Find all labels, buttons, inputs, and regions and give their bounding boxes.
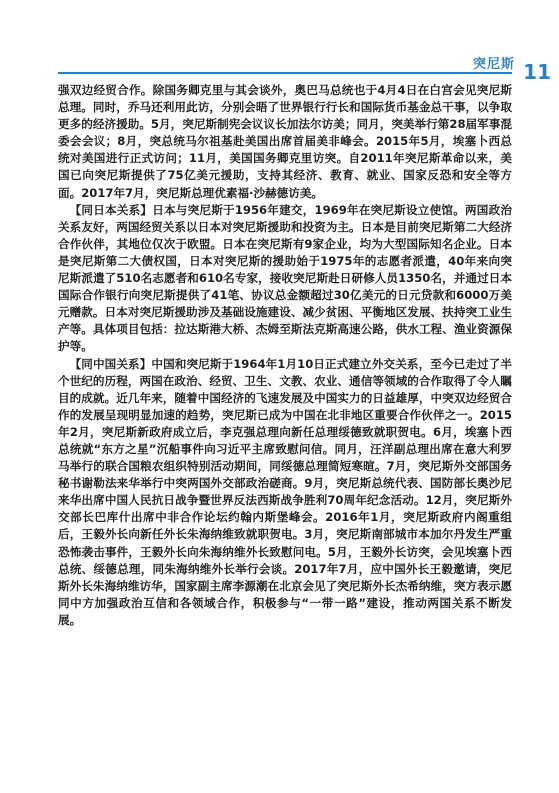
body-text [58, 82, 512, 629]
header-divider [58, 72, 512, 74]
paragraph-japan-relations: 【同日本关系】日本与突尼斯于1956年建交，1969年在突尼斯设立使馆。两国政治关系友好，两国经贸关系以日本对突尼斯援助和投资为主。日本是目前突尼斯第二大经济合作伙伴，其地位仅次于欧盟。日本在突尼斯有9家企业，均为大型国际知名企业。日本是突尼斯第二大债权国，日本对突尼斯的援助始于1975年的志愿者派遣，40年来向突尼斯派遣了510名志愿者和610名专家，接收突尼斯赴日研修人员1350名，并通过日本国际合作银行向突尼斯提供了41笔、协议总金额超过30亿美元的日元贷款和6000万美元赠款。日本对突尼斯援助涉及基础设施建设、减少贫困、平衡地区发展、扶持突工业生产等。具体项目包括：拉达斯港大桥、杰姆至斯法克斯高速公路，供水工程、渔业资源保护等。 [58, 202, 512, 354]
chapter-title: 突尼斯 [472, 57, 515, 72]
paragraph-china-relations: 【同中国关系】中国和突尼斯于1964年1月10日正式建立外交关系，至今已走过了半个世纪的历程，两国在政治、经贸、卫生、文教、农业、通信等领域的合作取得了令人瞩目的成就。近几年来，随着中国经济的飞速发展及中国实力的日益雄厚，中突双边经贸合作的发展呈现明显加速的趋势，突尼斯已成为中国在北非地区重要合作伙伴之一。2015年2月，突尼斯新政府成立后，李克强总理向新任总理绥德致就职贺电。6月，埃塞卜西总统就“东方之星”沉船事件向习近平主席致慰问信。同月，汪洋副总理出席在意大利罗马举行的联合国粮农组织特别活动期间，同绥德总理简短寒暄。7月，突尼斯外交部国务秘书谢勒法来华举行中突两国外交部政治磋商。9月，突尼斯总统代表、国防部长奥沙尼来华出席中国人民抗日战争暨世界反法西斯战争胜利70周年纪念活动。12月，突尼斯外交部长巴库什出席中非合作论坛约翰内斯堡峰会。2016年1月，突尼斯政府内阁重组后，王毅外长向新任外长朱海纳维致就职贺电。3月，突尼斯南部城市本加尔丹发生严重恐怖袭击事件，王毅外长向朱海纳维外长致慰问电。5月，王毅外长访突，会见埃塞卜西总统、绥德总理，同朱海纳维外长举行会谈。2017年7月，应中国外长王毅邀请，突尼斯外长朱海纳维访华，国家副主席李源潮在北京会见了突尼斯外长杰希纳维，突方表示愿同中方加强政治互信和各领域合作，积极参与“一带一路”建设，推动两国关系不断发展。 [58, 356, 512, 627]
paragraph-us-relations: 强双边经贸合作。除国务卿克里与其会谈外，奥巴马总统也于4月4日在白宫会见突尼斯总理。同时，乔马还利用此访，分别会晤了世界银行行长和国际货币基金总干事，以争取更多的经济援助。5月，突尼斯制宪会议议长加法尔访美；同月，突美举行第28届军事混委会会议；8月，突总统马尔祖基赴美国出席首届美非峰会。2015年5月，埃塞卜西总统对美国进行正式访问；11月，美国国务卿克里访突。自2011年突尼斯革命以来，美国已向突尼斯提供了75亿美元援助，支持其经济、教育、就业、国家反恐和安全等方面。2017年7月，突尼斯总理优素福·沙赫德访美。 [58, 83, 512, 200]
page-number: 11 [523, 60, 551, 84]
